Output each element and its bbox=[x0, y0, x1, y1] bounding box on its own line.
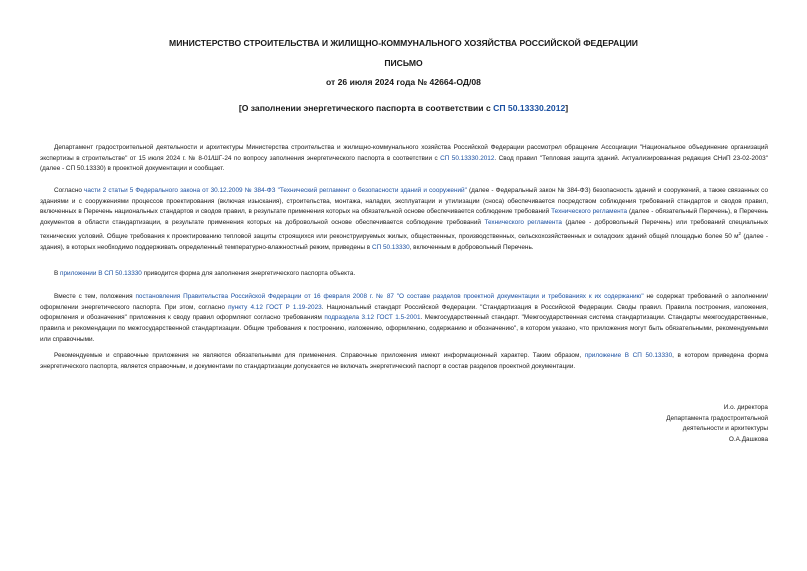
p2-superscript: 2 bbox=[738, 230, 742, 236]
p2-text-5: (далее - здания), в которых необходимо поддерживать определенный температурно-влажностный режим, приведены в bbox=[40, 232, 768, 251]
p3-text-1: В bbox=[54, 270, 61, 277]
p1-link-sp50-2012[interactable]: СП 50.13330.2012 bbox=[440, 154, 495, 162]
p4-link-government-decree[interactable]: постановления Правительства Российской Федерации от 16 февраля 2008 г. № 87 "О составе разделов проектной документации и требованиях к их содержанию" bbox=[135, 293, 644, 300]
p1-text-2: . Свод правил "Тепловая защита зданий. Актуализированная редакция СНиП 23-02-2003" (далее - СП 50.13330) в проектной документации и сообщает. bbox=[40, 154, 768, 173]
p3-link-appendix-b[interactable]: приложении В СП 50.13330 bbox=[60, 270, 142, 277]
p4-link-gost-r-1-19[interactable]: пункту 4.12 ГОСТ Р 1.19-2023 bbox=[228, 303, 322, 311]
document-date-number: от 26 июля 2024 года № 42664-ОД/08 bbox=[326, 77, 481, 87]
p5-text-1: Рекомендуемые и справочные приложения не являются обязательными для применения. Справочные приложения имеют информационный характер. Таким образом, bbox=[54, 352, 585, 359]
p3-text-2: приводится форма для заполнения энергетического паспорта объекта. bbox=[141, 270, 356, 277]
signature-block bbox=[666, 403, 768, 446]
p4-text-2: не содержат требований о заполнении/оформлении энергетического паспорта. При этом, согласно bbox=[40, 293, 768, 311]
p5-link-appendix-b[interactable]: приложение В СП 50.13330 bbox=[584, 352, 673, 359]
paragraph-4 bbox=[40, 292, 768, 346]
p2-text-1: Согласно bbox=[54, 187, 85, 194]
p4-text-3: . Национальный стандарт Российской Федерации. "Стандартизация в Российской Федерации. Своды правил. Правила построения, изложения, оформления и обозначения" приложения к своду правил оформляют согласно требованиям bbox=[40, 303, 768, 322]
p2-text-2: (далее - Федеральный закон № 384-ФЗ) безопасность зданий и сооружений, а также связанных со зданиями и с сооружениями процессов проектирования (включая изыскания), строительства, монтажа, наладки, эксплуатации и утилизации (сноса) обеспечивается посредством соблюдения требований стандартов и сводов правил, включенных в Перечень национальных стандартов и сводов правил, в результате применения которых на обязательной основе обеспечивается соблюдение требований bbox=[40, 187, 768, 216]
document-type: ПИСЬМО bbox=[384, 58, 423, 68]
signature-position: И.о. директора bbox=[723, 404, 768, 411]
p5-text-2: , в котором приведена форма энергетического паспорта, является справочным, и документами по стандартизации допускается не включать энергетический паспорт в состав разделов проектной документации. bbox=[40, 352, 768, 370]
signature-department: Департамента градостроительной bbox=[666, 414, 768, 422]
p2-link-tech-regulation-2[interactable]: Технического регламента bbox=[484, 219, 562, 227]
p2-link-tech-regulation-1[interactable]: Технического регламента bbox=[551, 208, 628, 216]
p4-link-gost-1-5[interactable]: подраздела 3.12 ГОСТ 1.5-2001 bbox=[324, 314, 421, 322]
p1-text-1: Департамент градостроительной деятельности и архитектуры Министерства строительства и жилищно-коммунального хозяйства Российской Федерации рассмотрел обращение Ассоциации "Национальное объединение организаций экспертизы в строительстве" от 15 июля 2024 г. № 8-01/ШГ-24 по вопросу заполнения энергетического паспорта в соответствии с bbox=[40, 144, 768, 162]
ministry-title: МИНИСТЕРСТВО СТРОИТЕЛЬСТВА И ЖИЛИЩНО-КОММУНАЛЬНОГО ХОЗЯЙСТВА РОССИЙСКОЙ ФЕДЕРАЦИИ bbox=[169, 38, 638, 48]
p2-text-6: , включенным в добровольный Перечень. bbox=[409, 243, 534, 251]
subject-prefix: [О заполнении энергетического паспорта в соответствии с bbox=[238, 103, 494, 113]
paragraph-2 bbox=[40, 186, 768, 253]
document-subject bbox=[0, 103, 807, 114]
p2-text-4: (далее - добровольный Перечень) или требований специальных технических условий. Общие требования к проектированию тепловой защиты строящихся или реконструируемых жилых, общественных, производственных, сельскохозяйственных и складских зданий общей площадью более 50 м bbox=[40, 219, 768, 240]
subject-suffix: ] bbox=[565, 103, 569, 113]
p2-link-federal-law[interactable]: части 2 статьи 5 Федерального закона от 30.12.2009 № 384-ФЗ "Технический регламент о безопасности зданий и сооружений" bbox=[84, 187, 467, 194]
signature-name: О.А.Дашкова bbox=[728, 436, 768, 444]
p4-text-4: . Межгосударственный стандарт. "Межгосударственная система стандартизации. Стандарты межгосударственные, правила и рекомендации по межгосударственной стандартизации. Общие требования к построению, изложению, оформлению, содержанию и обозначению", в котором указано, что приложения могут быть обязательными, рекомендуемыми или справочными. bbox=[40, 314, 769, 343]
paragraph-3 bbox=[40, 269, 768, 280]
paragraph-5 bbox=[40, 351, 768, 372]
paragraph-1 bbox=[40, 143, 768, 175]
p4-text-1: Вместе с тем, положения bbox=[54, 293, 136, 300]
subject-link-sp50[interactable]: СП 50.13330.2012 bbox=[493, 103, 566, 113]
p2-link-sp50[interactable]: СП 50.13330 bbox=[371, 243, 410, 251]
signature-department-cont: деятельности и архитектуры bbox=[682, 425, 768, 433]
p2-text-3: (далее - обязательный Перечень), в Перечень документов в области стандартизации, в результате применения которых на добровольной основе обеспечивается соблюдение требований bbox=[40, 208, 768, 227]
